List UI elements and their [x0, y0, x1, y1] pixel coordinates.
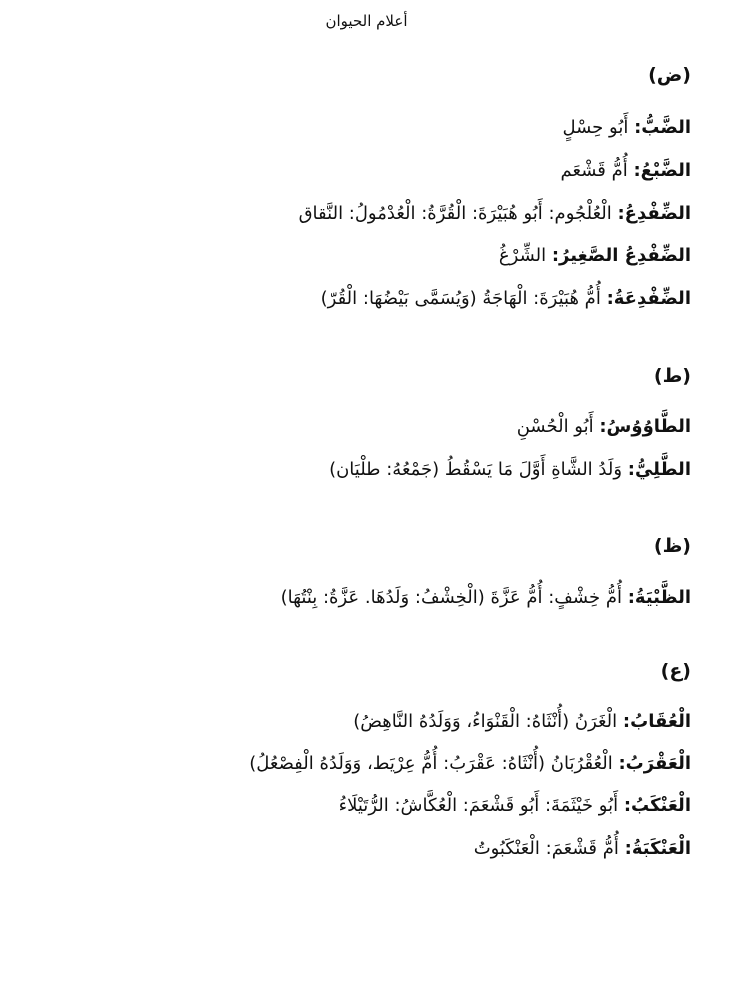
entry-term: الضِّفْدِعَةُ: [606, 288, 691, 309]
entry-row [474, 835, 691, 863]
entry-row [339, 792, 691, 820]
entry-row [249, 750, 691, 778]
entry-row [561, 157, 691, 185]
entry-row [329, 456, 691, 484]
entry-definition: الْعُلْجُوم: أَبُو هُبَيْرَةَ: الْقُرَّةُ: الْعُدْمُولُ: النَّقاق [298, 203, 612, 224]
entry-definition: أُمُّ هُبَيْرَةَ: الْهَاجَةُ (وَيُسَمَّى بَيْضُهَا: الْقُرّ) [320, 288, 601, 309]
entry-row [321, 285, 691, 313]
section-heading-ta: (ط) [653, 365, 691, 387]
entry-row [562, 114, 691, 142]
entry-row [353, 708, 691, 736]
entry-term: الْعُقَابُ: [622, 711, 691, 732]
entry-term: الْعَقْرَبُ: [618, 753, 691, 774]
entry-row [281, 584, 691, 612]
entry-term: الطَّاوُوُسُ: [599, 416, 691, 437]
entry-term: الْعَنْكَبُ: [623, 795, 691, 816]
entry-term: الضِّفْدِعُ الصَّغِيرُ: [551, 245, 691, 266]
entry-definition: أَبُو حِسْلٍ [562, 117, 629, 138]
entry-definition: الْغَرَنُ (أُنْثَاهُ: الْقَنْوَاءُ، وَوَلَدُهُ النَّاهِضُ) [353, 711, 618, 732]
entry-row [517, 413, 691, 441]
entry-definition: الْعُقْرُبَانُ (أُنْثَاهُ: عَقْرَبُ: أُمُّ عِرْيَط، وَوَلَدُهُ الْفِصْعُلُ) [249, 753, 613, 774]
entry-definition: أَبُو الْحُسْنِ [516, 416, 594, 437]
entry-term: الْعَنْكَبَةُ: [624, 838, 691, 859]
entry-row [299, 200, 691, 228]
section-heading-dad: (ض) [648, 64, 691, 86]
section-heading-ain: (ع) [660, 660, 691, 682]
entry-term: الطَّلِيُّ: [627, 459, 691, 480]
entry-definition: أُمُّ خِشْفٍ: أُمُّ عَزَّةَ (الْخِشْفُ: وَلَدُهَا. عَزَّةُ: بِنْتُهَا) [280, 587, 622, 608]
section-heading-za: (ظ) [653, 535, 691, 557]
running-header: أعلام الحيوان [325, 12, 408, 30]
entry-term: الضَّبْعُ: [633, 160, 691, 181]
entry-definition: الشِّرْغُ [498, 245, 547, 266]
entry-row [499, 242, 691, 270]
entry-definition: وَلَدُ الشَّاةِ أَوَّلَ مَا يَسْقُطُ (جَمْعُهُ: طلْيَان) [329, 459, 623, 480]
entry-term: الضِّفْدِعُ: [617, 203, 691, 224]
entry-term: الظَّبْيَةُ: [627, 587, 691, 608]
entry-definition: أُمُّ قَشْعَم [560, 160, 628, 181]
entry-definition: أَبُو خَيْثَمَةَ: أَبُو قَشْعَمَ: الْعُكَّاشُ: الرُّتَيْلَاءُ [338, 795, 619, 816]
entry-definition: أُمُّ قَشْعَمَ: الْعَنْكَبُوتُ [473, 838, 619, 859]
entry-term: الضَّبُّ: [634, 117, 691, 138]
